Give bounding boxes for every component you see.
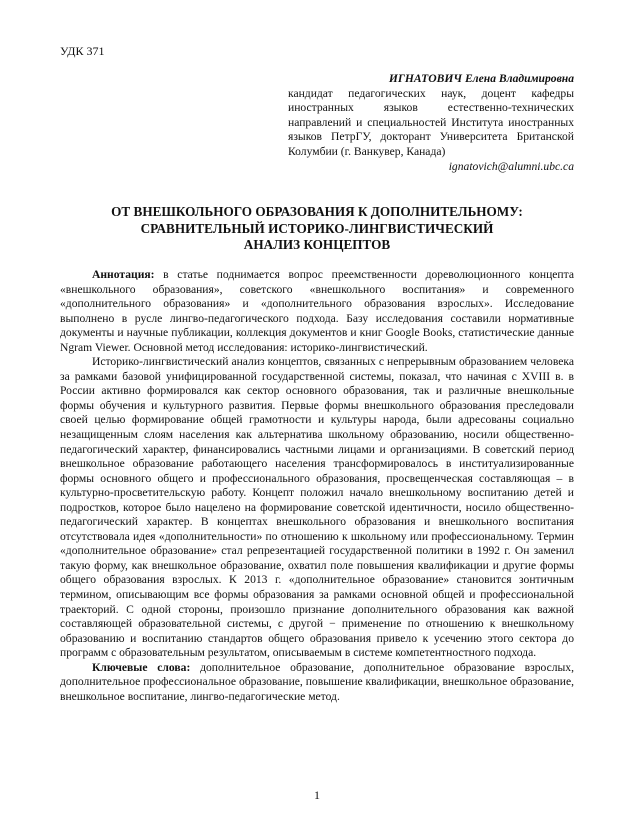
keywords-paragraph <box>60 661 574 705</box>
keywords-label: Ключевые слова: <box>92 660 191 674</box>
article-body <box>60 268 574 704</box>
udc-code: УДК 371 <box>60 44 105 58</box>
author-name: ИГНАТОВИЧ Елена Владимировна <box>388 72 574 85</box>
keywords-text: дополнительное образование, дополнительное образование взрослых, дополнительное профессиональное образование, повышение квалификации, внешкольное образование, внешкольное воспитание, лингво-педагогические метод. <box>60 660 575 703</box>
author-block <box>288 72 574 174</box>
title-line: ОТ ВНЕШКОЛЬНОГО ОБРАЗОВАНИЯ К ДОПОЛНИТЕЛЬНОМУ: <box>111 204 523 219</box>
main-paragraph: Историко-лингвистический анализ концептов, связанных с непрерывным образованием человека за рамками базовой унифицированной государственной системы, показал, что начиная с XVIII в. в России активно формировался как сектор основного образования, так и различные внешкольные формы обучения и культурного развития. Первые формы внешкольного образования преследовали своей целью формирование общей грамотности и культуры народа, были адресованы социально незащищенным слоям населения как альтернатива школьному образованию, носили общественно-педагогический характер, финансировались частными лицами и организациями. В советский период внешкольное образование работающего населения трансформировалось в институализированные формы основного общего и профессионального образования, просвещенческая составляющая – в культурно-просветительскую работу. Концепт положил начало внешкольному воспитанию детей и подростков, которое было нацелено на формирование советской идентичности, носило общественно-педагогический характер. В концептах внешкольного образования и внешкольного воспитания отсутствовала идея «дополнительности» по отношению к школьному или профессиональному. Термин «дополнительное образование» стал репрезентацией государственной политики в 1992 г. Он заменил такую форму, как внешкольное образование, охватил поле повышения квалификации и другие формы общего образования взрослых. К 2013 г. «дополнительное образование» становится зонтичным термином, описывающим все формы образования за рамками основной общей и профессиональной траекторий. С одной стороны, произошло признание дополнительного образования как важной составляющей образовательной системы, с другой − применение по отношению к внешкольному образованию и воспитанию стандартов общего образования привело к усечению этого сектора до программ с образовательным результатом, описываемым в системе компетентностного подхода. <box>60 355 574 660</box>
title-line: СРАВНИТЕЛЬНЫЙ ИСТОРИКО-ЛИНГВИСТИЧЕСКИЙ <box>140 220 494 236</box>
author-email[interactable]: ignatovich@alumni.ubc.ca <box>448 159 574 173</box>
abstract-paragraph <box>60 268 574 355</box>
abstract-text: в статье поднимается вопрос преемственности дореволюционного концепта «внешкольного образования», советского «внешкольного воспитания» и современного «дополнительного образования» и «дополнительного образования взрослых». Исследование выполнено в русле лингво-педагогического подхода. Базу исследования составили нормативные документы и научные публикации, коллекция документов и книг Google Books, статистические данные Ngram Viewer. Основной метод исследования: историко-лингвистический. <box>60 268 574 354</box>
author-affiliation: кандидат педагогических наук, доцент кафедры иностранных языков естественно-технических направлений и специальностей Института иностранных языков ПетрГУ, докторант Университета Британской Колумбии (г. Ванкувер, Канада) <box>288 86 574 158</box>
article-title <box>60 204 574 254</box>
title-line: АНАЛИЗ КОНЦЕПТОВ <box>243 237 391 252</box>
page-number: 1 <box>314 788 320 802</box>
abstract-label: Аннотация: <box>92 268 155 281</box>
